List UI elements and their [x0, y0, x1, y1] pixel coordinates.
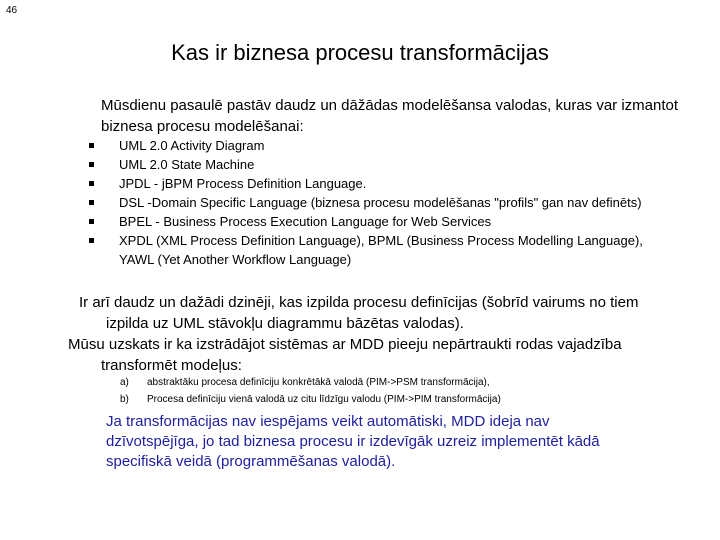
sub-item	[120, 374, 680, 391]
slide-title: Kas ir biznesa procesu transformācijas	[171, 40, 549, 65]
intro-paragraph: Mūsdienu pasaulē pastāv daudz un dāžādas modelēšansa valodas, kuras var izmantot biznesa procesu modelēšanai:	[101, 97, 679, 135]
conclusion-paragraph: Ja transformācijas nav iespējams veikt automātiski, MDD ideja nav dzīvotspējīga, jo tad biznesa procesu ir izdevīgāk uzreiz implementēt kādā specifiskā veidā (programmēšanas valodā).	[106, 413, 600, 470]
bullet-item: UML 2.0 State Machine	[88, 155, 648, 174]
bullet-item: UML 2.0 Activity Diagram	[88, 136, 648, 155]
view-paragraph	[68, 334, 698, 376]
bullet-item: XPDL (XML Process Definition Language), BPML (Business Process Modelling Language), YAWL (Yet Another Workflow Language)	[88, 231, 648, 269]
bullet-item: BPEL - Business Process Execution Language for Web Services	[88, 212, 648, 231]
bullet-item: JPDL - jBPM Process Definition Language.	[88, 174, 648, 193]
sub-item-text: abstraktāku procesa definīciju konkrētākā valodā (PIM->PSM transformācija),	[147, 377, 490, 388]
page-number: 46	[6, 5, 18, 16]
sub-item-text: Procesa definīciju vienā valodā uz citu līdzīgu valodu (PIM->PIM transformācija)	[147, 394, 501, 405]
engines-paragraph: Ir arī daudz un dažādi dzinēji, kas izpilda procesu definīcijas (šobrīd vairums no tiem izpilda uz UML stāvokļu diagrammu bāzētas valodas).	[79, 294, 639, 332]
view-line-2: transformēt modeļus:	[101, 357, 242, 374]
bullet-item: DSL -Domain Specific Language (biznesa procesu modelēšanas "profils" gan nav definēts)	[88, 193, 648, 212]
sub-item-marker: b)	[120, 394, 129, 405]
sub-item	[120, 391, 680, 408]
language-bullet-list	[88, 136, 648, 269]
transformation-sub-list	[120, 374, 680, 408]
sub-item-marker: a)	[120, 377, 129, 388]
view-line-1: Mūsu uzskats ir ka izstrādājot sistēmas ar MDD pieeju nepārtraukti rodas vajadzība	[68, 336, 622, 353]
